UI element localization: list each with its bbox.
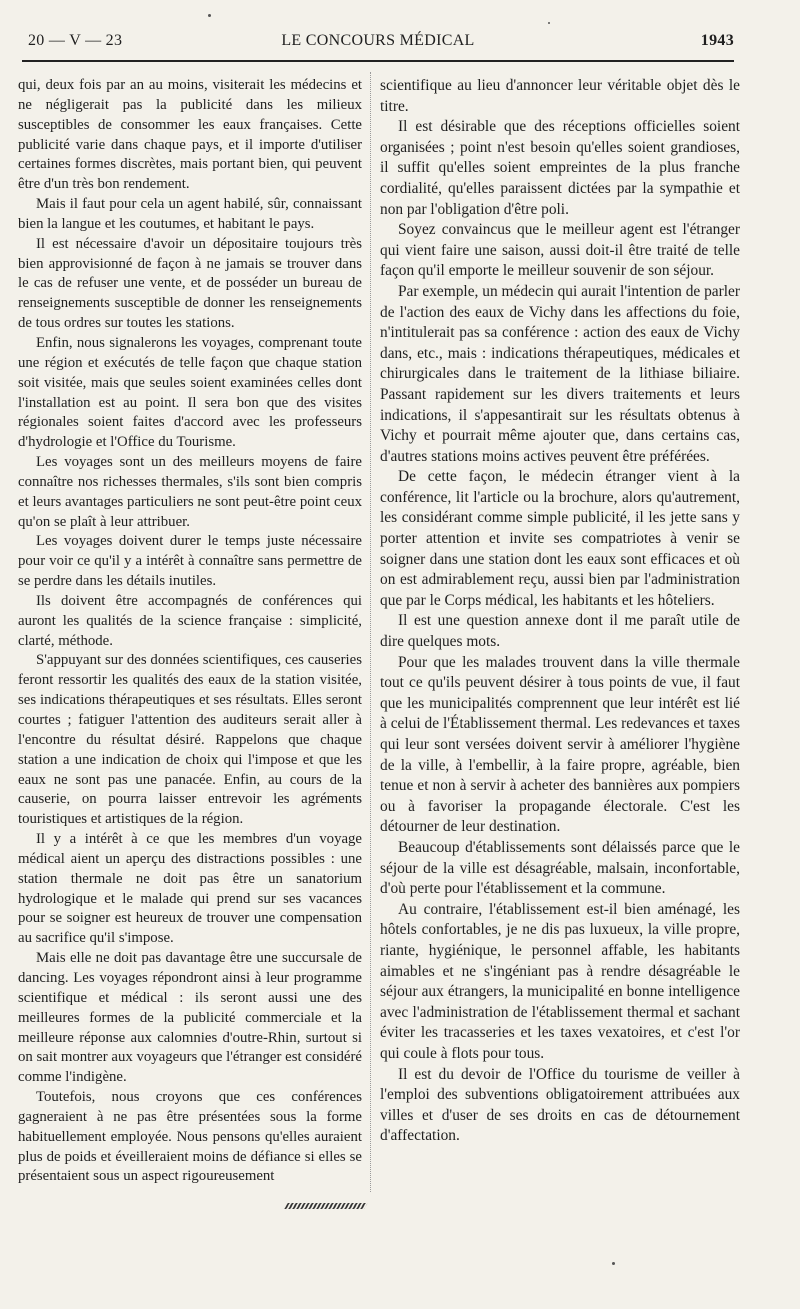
paragraph: Au contraire, l'établissement est-il bien aménagé, les hôtels confortables, je ne dis pas luxueux, la ville propre, riante, hygiénique, le personnel affable, les habitants aimables et ne s'ingéniant pas à rendre désagréable le séjour aux étrangers, la municipalité en bonne intelligence avec l'administration de l'établissement thermal et sachant éviter les tracasseries et les taxes vexatoires, et c'est l'or qui coule à flots pour tous. [380, 900, 740, 1062]
header-date: 20 — V — 23 [28, 32, 123, 49]
paragraph: Toutefois, nous croyons que ces conférences gagneraient à ne pas être présentées sous la forme habituellement employée. Nous pensons qu'elles auraient plus de poids et éveilleraient moins de défiance si elles se présentaient sous un aspect rigoureusement [18, 1089, 362, 1185]
paragraph: Les voyages doivent durer le temps juste nécessaire pour voir ce qu'il y a intérêt à connaître sans permettre de se perdre dans les détails inutiles. [18, 533, 362, 590]
paragraph: qui, deux fois par an au moins, visiterait les médecins et ne négligerait pas la publicité dans les milieux susceptibles de consommer les eaux françaises. Cette publicité varie dans chaque pays, et il importe d'utiliser certaines formes discrètes, mais portant bien, qui peuvent être d'un très bon rendement. [18, 77, 362, 193]
header-rule [22, 60, 734, 62]
print-speck [612, 1262, 615, 1265]
paragraph: Beaucoup d'établissements sont délaissés parce que le séjour de la ville est désagréable, malsain, inconfortable, d'où perte pour l'établissement et la commune. [380, 838, 740, 898]
journal-title: LE CONCOURS MÉDICAL [281, 32, 475, 49]
paragraph: Il est une question annexe dont il me paraît utile de dire quelques mots. [380, 612, 740, 651]
page-header [22, 32, 734, 56]
paragraph: scientifique au lieu d'annoncer leur véritable objet dès le titre. [380, 77, 740, 115]
right-column [380, 76, 740, 1147]
page-number: 1943 [700, 32, 734, 49]
column-divider [370, 72, 371, 1192]
paragraph: Pour que les malades trouvent dans la ville thermale tout ce qu'ils peuvent désirer à tous points de vue, il faut que les municipalités comprennent que leur intérêt est lié à celui de l'Établissement thermal. Les redevances et taxes qui leur sont versées doivent servir à améliorer l'hygiène de la ville, à l'embellir, à la faire propre, agréable, bien tenue et non à servir à acheter des bannières aux pompiers ou à favoriser la propagande électorale. C'est les détourner de leur destination. [380, 653, 740, 836]
paragraph: Ils doivent être accompagnés de conférences qui auront les qualités de la science française : simplicité, clarté, méthode. [18, 592, 362, 649]
paragraph: De cette façon, le médecin étranger vient à la conférence, lit l'article ou la brochure, alors qu'autrement, les considérant comme simple publicité, il les jette sans y porter attention et invite ses compatriotes à venir se soigner dans une station dont les eaux sont efficaces et où on est admirablement reçu, aussi bien par l'administration que par le Corps médical, les habitants et les hôteliers. [380, 468, 740, 609]
paragraph: Les voyages sont un des meilleurs moyens de faire connaître nos richesses thermales, s'ils sont bien compris et leurs avantages particuliers ne sont peut-être point ceux qu'on se plaît à leur attribuer. [18, 454, 362, 530]
paragraph: Il y a intérêt à ce que les membres d'un voyage médical aient un aperçu des distractions possibles : une station thermale ne doit pas être un sanatorium hydrologique et le malade qui prend sur ses vacances pour se soigner est heureux de trouver une compensation au sacrifice qu'il s'impose. [18, 831, 362, 947]
left-column [18, 76, 362, 1187]
paragraph: Soyez convaincus que le meilleur agent est l'étranger qui vient faire une saison, aussi doit-il être traité de telle façon qu'il emporte le meilleur souvenir de son séjour. [380, 221, 740, 280]
section-end-ornament [284, 1203, 367, 1209]
print-speck [548, 22, 550, 24]
paragraph: Il est nécessaire d'avoir un dépositaire toujours très bien approvisionné de façon à ne jamais se trouver dans le cas de refuser une vente, et de posséder un bureau de renseignements susceptible de donner les renseignements de tous ordres sur toutes les stations. [18, 235, 362, 332]
paragraph: Il est désirable que des réceptions officielles soient organisées ; point n'est besoin qu'elles soient grandioses, il suffit qu'elles soient empreintes de la plus franche cordialité, qu'elles paraissent dictées par la sympathie et non par l'obligation d'être poli. [380, 118, 740, 218]
paragraph: Il est du devoir de l'Office du tourisme de veiller à l'emploi des subventions obligatoirement attribuées aux villes et d'user de ses droits en cas de détournement d'affectation. [380, 1065, 740, 1145]
paragraph: Mais il faut pour cela un agent habilé, sûr, connaissant bien la langue et les coutumes, et habitant le pays. [18, 196, 362, 232]
print-speck [208, 14, 211, 17]
paragraph: Enfin, nous signalerons les voyages, comprenant toute une région et exécutés de telle façon que chaque station soit visitée, mais que seules soient examinées celles dont l'installation est au point. Il sera bon que des visites régionales soient faites d'accord avec les professeurs d'hydrologie et l'Office du Tourisme. [18, 334, 362, 451]
paragraph: Mais elle ne doit pas davantage être une succursale de dancing. Les voyages répondront ainsi à leur programme scientifique et médical : ils seront aussi une des meilleures formes de la publicité commerciale et la meilleure réponse aux calomnies d'outre-Rhin, surtout si on sait montrer aux voyageurs que l'étranger est considéré comme l'indigène. [18, 950, 362, 1086]
paragraph: S'appuyant sur des données scientifiques, ces causeries feront ressortir les qualités des eaux de la station visitée, ses indications thérapeutiques et ses résultats. Elles seront courtes ; fatiguer l'attention des auditeurs serait aller à l'encontre du résultat désiré. Rappelons que chaque station a une indication de choix qui l'impose et que les eaux ne sont pas une panacée. Enfin, au cours de la causerie, on pourra laisser entrevoir les agréments touristiques et artistiques de la région. [18, 652, 362, 828]
paragraph: Par exemple, un médecin qui aurait l'intention de parler de l'action des eaux de Vichy dans les affections du foie, n'intitulerait pas sa conférence : action des eaux de Vichy dans, etc., mais : indications thérapeutiques, médicales et chirurgicales dans le traitement de la lithiase biliaire. Passant rapidement sur les divers traitements et leurs indications, il s'appesantirait sur les résultats obtenus à Vichy et pourrait même ajouter que, dans certains cas, d'autres stations moins actives peuvent être préférées. [380, 282, 740, 465]
